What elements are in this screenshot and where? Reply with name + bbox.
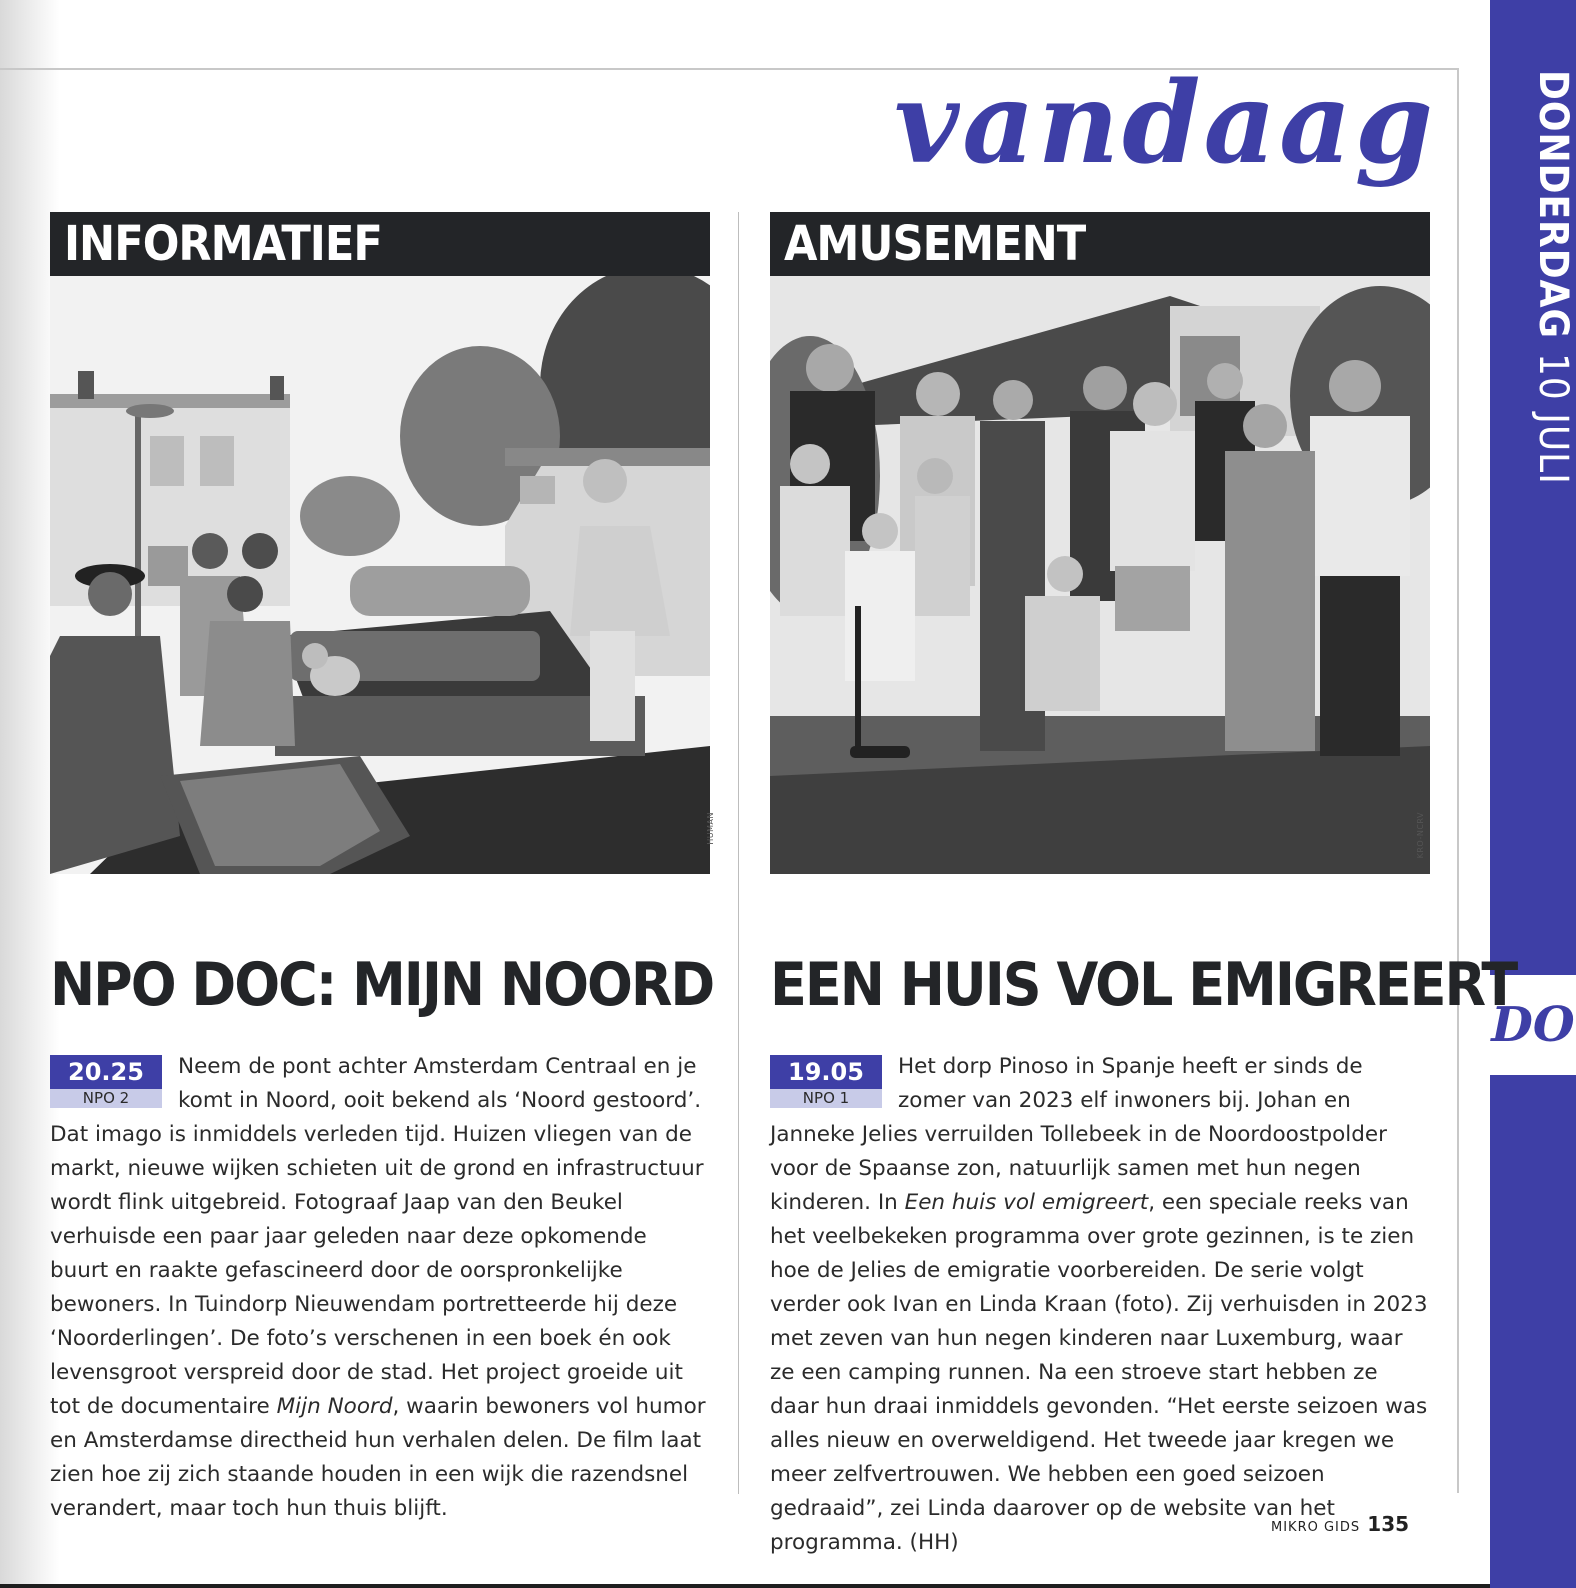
body-text-right-b: , een speciale reeks van het veelbekeken programma over grote gezinnen, is te zien hoe de Jelies de emigratie voorbereiden. De serie volgt verder ook Ivan en Linda Kraan (foto). Zij verhuisden in 2023 met zeven van hun negen kinderen naar Luxemburg, waar ze een camping runnen. Na een stroeve start hebben ze daar hun draai inmiddels gevonden. “Het eerste seizoen was alles nieuw en overweldigend. Het tweede jaar kregen we meer zelfvertrouwen. We hebben een goed seizoen gedraaid”, zei Linda daarover op de website van het programma. (HH)	[770, 1190, 1428, 1555]
body-right	[770, 1050, 1430, 1560]
air-time-left: 20.25	[50, 1055, 162, 1089]
article-right	[770, 212, 1430, 874]
body-left	[50, 1050, 710, 1526]
headline-left: NPO DOC: MIJN NOORD	[50, 950, 714, 1020]
channel-right: NPO 1	[770, 1089, 882, 1108]
photo-credit-right: KRO-NCRV	[1416, 812, 1425, 859]
channel-left: NPO 2	[50, 1089, 162, 1108]
bottom-rule	[0, 1584, 1490, 1588]
side-tab-do[interactable]: DO	[1490, 975, 1576, 1075]
air-time-right: 19.05	[770, 1055, 882, 1089]
body-text-left-b: , waarin bewoners vol humor en Amsterdamse directheid hun verhalen delen. De film laat zien hoe zij zich staande houden in een wijk die razendsnel verandert, maar toch hun thuis blijft.	[50, 1394, 706, 1521]
headline-right: EEN HUIS VOL EMIGREERT	[770, 950, 1517, 1020]
masthead-vandaag: vandaag	[894, 58, 1436, 189]
category-informatief: INFORMATIEF	[50, 212, 710, 276]
body-text-left	[50, 1050, 710, 1526]
time-badge-right	[770, 1055, 882, 1108]
page-footer	[1271, 1512, 1409, 1536]
photo-een-huis-vol	[770, 276, 1430, 874]
side-day: DONDERDAG	[1530, 70, 1576, 340]
photo-credit-left: HUMAN	[706, 812, 715, 845]
article-left	[50, 212, 710, 874]
side-date-label: 10 JULI	[1530, 353, 1576, 485]
title-emphasis-right: Een huis vol emigreert	[904, 1190, 1149, 1215]
page-number: 135	[1367, 1512, 1410, 1536]
body-text-right-a: Het dorp Pinoso in Spanje heeft er sinds de zomer van 2023 elf inwoners bij. Johan en Janneke Jelies verruilden Tollebeek in de Noordoostpolder voor de Spaanse zon, natuurlijk samen met hun negen kinderen. In	[770, 1054, 1387, 1215]
body-text-left-a: Neem de pont achter Amsterdam Centraal en je komt in Noord, ooit bekend als ‘Noord gestoord’. Dat imago is inmiddels verleden tijd. Huizen vliegen van de markt, nieuwe wijken schieten uit de grond en infrastructuur wordt flink uitgebreid. Fotograaf Jaap van den Beukel verhuisde een paar jaar geleden naar deze opkomende buurt en raakte gefascineerd door de oorspronkelijke bewoners. In Tuindorp Nieuwendam portretteerde hij deze ‘Noorderlingen’. De foto’s verschenen in een boek én ook levensgroot verspreid door de stad. Het project groeide uit tot de documentaire	[50, 1054, 704, 1419]
time-badge-left	[50, 1055, 162, 1108]
category-amusement: AMUSEMENT	[770, 212, 1430, 276]
body-text-right	[770, 1050, 1430, 1560]
column-divider	[738, 212, 739, 1494]
title-emphasis-left: Mijn Noord	[276, 1394, 393, 1419]
side-date	[1490, 70, 1576, 970]
magazine-name: MIKRO GIDS	[1271, 1520, 1361, 1535]
right-rule	[1457, 68, 1459, 1493]
photo-mijn-noord	[50, 276, 710, 874]
